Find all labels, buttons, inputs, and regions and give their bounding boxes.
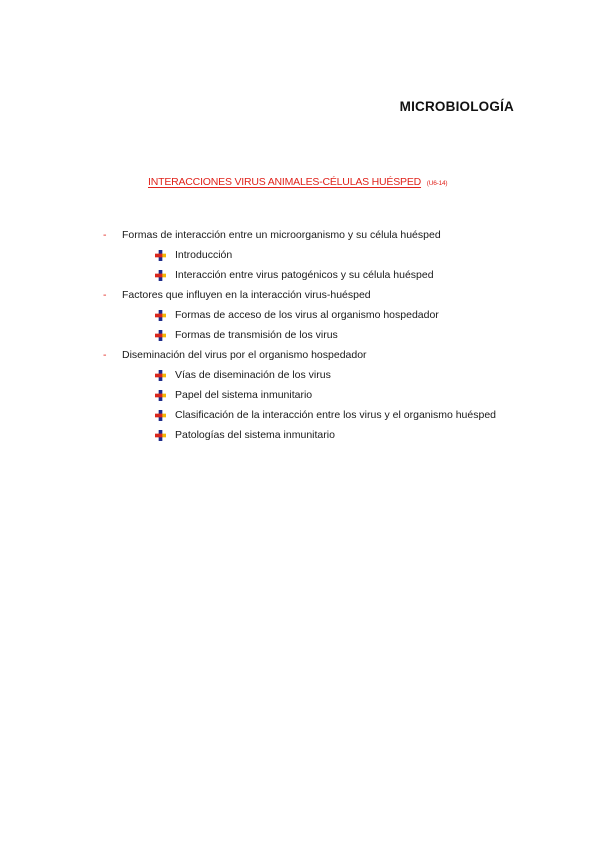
outline-section bbox=[0, 225, 599, 285]
list-item bbox=[0, 245, 599, 265]
section-heading bbox=[0, 345, 599, 365]
topic-outline bbox=[0, 225, 599, 445]
list-item bbox=[0, 305, 599, 325]
dash-marker: - bbox=[103, 289, 107, 301]
list-item bbox=[0, 325, 599, 345]
list-item-label: Vías de diseminación de los virus bbox=[175, 369, 331, 381]
list-item bbox=[0, 425, 599, 445]
list-item-label: Papel del sistema inmunitario bbox=[175, 389, 313, 401]
four-color-cross-bullet-icon bbox=[155, 370, 166, 381]
list-item-label: Interacción entre virus patogénicos y su célula huésped bbox=[175, 269, 434, 281]
outline-section bbox=[0, 345, 599, 445]
list-item-label: Formas de acceso de los virus al organismo hospedador bbox=[175, 309, 439, 321]
section-label: Factores que influyen en la interacción virus-huésped bbox=[122, 289, 371, 301]
subject-title: MICROBIOLOGÍA bbox=[399, 99, 514, 114]
four-color-cross-bullet-icon bbox=[155, 410, 166, 421]
section-heading bbox=[0, 285, 599, 305]
four-color-cross-bullet-icon bbox=[155, 250, 166, 261]
list-item bbox=[0, 365, 599, 385]
dash-marker: - bbox=[103, 349, 107, 361]
four-color-cross-bullet-icon bbox=[155, 270, 166, 281]
list-item-label: Patologías del sistema inmunitario bbox=[175, 429, 335, 441]
list-item-label: Introducción bbox=[175, 249, 233, 261]
topic-code: (U6-14) bbox=[426, 180, 448, 187]
four-color-cross-bullet-icon bbox=[155, 330, 166, 341]
four-color-cross-bullet-icon bbox=[155, 310, 166, 321]
dash-marker: - bbox=[103, 229, 107, 241]
four-color-cross-bullet-icon bbox=[155, 390, 166, 401]
section-label: Formas de interacción entre un microorganismo y su célula huésped bbox=[122, 229, 441, 241]
list-item bbox=[0, 265, 599, 285]
list-item-label: Formas de transmisión de los virus bbox=[175, 329, 338, 341]
list-item-label: Clasificación de la interacción entre los virus y el organismo huésped bbox=[175, 409, 496, 421]
list-item bbox=[0, 385, 599, 405]
list-item bbox=[0, 405, 599, 425]
four-color-cross-bullet-icon bbox=[155, 430, 166, 441]
outline-section bbox=[0, 285, 599, 345]
section-heading bbox=[0, 225, 599, 245]
topic-heading bbox=[148, 176, 447, 188]
topic-title: INTERACCIONES VIRUS ANIMALES-CÉLULAS HUÉSPED bbox=[148, 176, 422, 188]
section-label: Diseminación del virus por el organismo hospedador bbox=[122, 349, 367, 361]
